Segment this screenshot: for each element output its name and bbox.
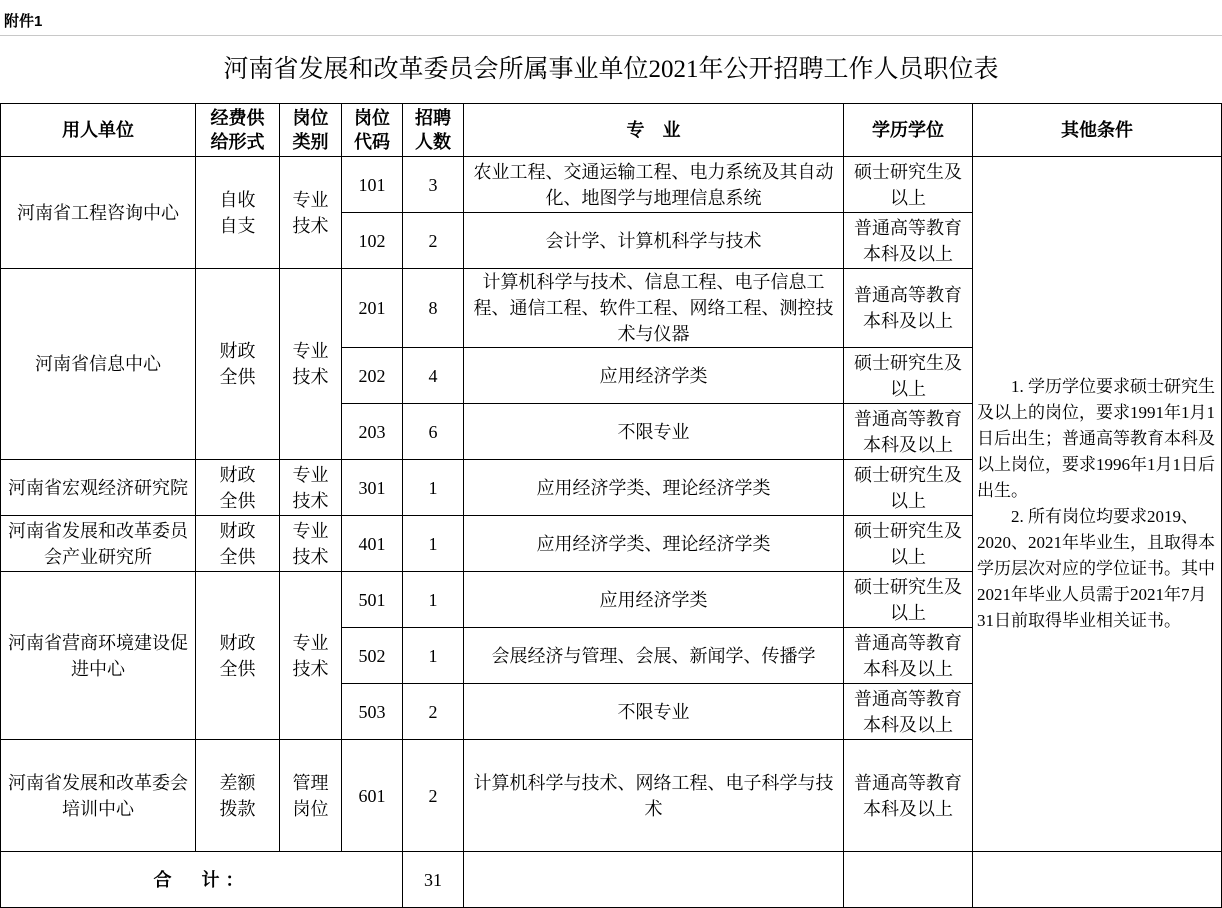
header-degree: 学历学位 <box>844 104 973 157</box>
total-empty-cell <box>973 852 1222 908</box>
position-count: 1 <box>403 460 464 516</box>
funding-form: 财政 全供 <box>196 269 280 460</box>
position-major: 不限专业 <box>464 684 844 740</box>
position-count: 1 <box>403 516 464 572</box>
position-code: 101 <box>342 157 403 213</box>
sheet-gridline <box>0 35 1222 36</box>
header-other: 其他条件 <box>973 104 1222 157</box>
position-count: 4 <box>403 348 464 404</box>
position-code: 301 <box>342 460 403 516</box>
position-degree: 普通高等教育本科及以上 <box>844 213 973 269</box>
position-category: 专业 技术 <box>280 157 342 269</box>
position-degree: 普通高等教育本科及以上 <box>844 628 973 684</box>
total-empty-cell <box>844 852 973 908</box>
position-count: 6 <box>403 404 464 460</box>
position-major: 应用经济学类、理论经济学类 <box>464 516 844 572</box>
position-code: 203 <box>342 404 403 460</box>
total-count: 31 <box>403 852 464 908</box>
position-code: 503 <box>342 684 403 740</box>
unit-name: 河南省营商环境建设促进中心 <box>1 572 196 740</box>
position-category: 专业 技术 <box>280 516 342 572</box>
position-code: 501 <box>342 572 403 628</box>
position-count: 2 <box>403 684 464 740</box>
position-major: 不限专业 <box>464 404 844 460</box>
header-major: 专 业 <box>464 104 844 157</box>
header-count: 招聘 人数 <box>403 104 464 157</box>
position-count: 2 <box>403 740 464 852</box>
position-major: 会展经济与管理、会展、新闻学、传播学 <box>464 628 844 684</box>
total-label: 合 计： <box>1 852 403 908</box>
condition-item: 1. 学历学位要求硕士研究生及以上的岗位，要求1991年1月1日后出生；普通高等教育本科及以上岗位，要求1996年1月1日后出生。 <box>977 377 1215 500</box>
funding-form: 差额 拨款 <box>196 740 280 852</box>
position-degree: 硕士研究生及以上 <box>844 516 973 572</box>
funding-form: 财政 全供 <box>196 572 280 740</box>
position-count: 2 <box>403 213 464 269</box>
unit-name: 河南省发展和改革委会培训中心 <box>1 740 196 852</box>
unit-name: 河南省工程咨询中心 <box>1 157 196 269</box>
position-category: 专业 技术 <box>280 572 342 740</box>
header-code: 岗位 代码 <box>342 104 403 157</box>
funding-form: 财政 全供 <box>196 516 280 572</box>
position-degree: 普通高等教育本科及以上 <box>844 269 973 348</box>
position-major: 应用经济学类 <box>464 572 844 628</box>
other-conditions <box>973 157 1222 852</box>
position-count: 1 <box>403 628 464 684</box>
position-count: 3 <box>403 157 464 213</box>
position-degree: 硕士研究生及以上 <box>844 157 973 213</box>
position-code: 202 <box>342 348 403 404</box>
position-category: 专业 技术 <box>280 460 342 516</box>
position-code: 502 <box>342 628 403 684</box>
position-degree: 硕士研究生及以上 <box>844 348 973 404</box>
attachment-label: 附件1 <box>4 13 43 30</box>
positions-table <box>0 103 1222 908</box>
funding-form: 自收 自支 <box>196 157 280 269</box>
header-category: 岗位 类别 <box>280 104 342 157</box>
funding-form: 财政 全供 <box>196 460 280 516</box>
position-major: 计算机科学与技术、网络工程、电子科学与技术 <box>464 740 844 852</box>
position-degree: 硕士研究生及以上 <box>844 572 973 628</box>
unit-name: 河南省发展和改革委员会产业研究所 <box>1 516 196 572</box>
header-funding: 经费供 给形式 <box>196 104 280 157</box>
position-major: 会计学、计算机科学与技术 <box>464 213 844 269</box>
unit-name: 河南省宏观经济研究院 <box>1 460 196 516</box>
header-row <box>1 104 1222 157</box>
position-degree: 硕士研究生及以上 <box>844 460 973 516</box>
position-code: 102 <box>342 213 403 269</box>
position-code: 601 <box>342 740 403 852</box>
position-count: 1 <box>403 572 464 628</box>
table-row <box>1 157 1222 213</box>
position-category: 管理 岗位 <box>280 740 342 852</box>
position-count: 8 <box>403 269 464 348</box>
position-major: 应用经济学类、理论经济学类 <box>464 460 844 516</box>
position-major: 农业工程、交通运输工程、电力系统及其自动化、地图学与地理信息系统 <box>464 157 844 213</box>
position-major: 应用经济学类 <box>464 348 844 404</box>
position-code: 201 <box>342 269 403 348</box>
position-code: 401 <box>342 516 403 572</box>
page-title: 河南省发展和改革委员会所属事业单位2021年公开招聘工作人员职位表 <box>223 56 999 83</box>
position-degree: 普通高等教育本科及以上 <box>844 684 973 740</box>
position-degree: 普通高等教育本科及以上 <box>844 740 973 852</box>
position-degree: 普通高等教育本科及以上 <box>844 404 973 460</box>
position-category: 专业 技术 <box>280 269 342 460</box>
position-major: 计算机科学与技术、信息工程、电子信息工程、通信工程、软件工程、网络工程、测控技术与仪器 <box>464 269 844 348</box>
condition-item: 2. 所有岗位均要求2019、2020、2021年毕业生，且取得本学历层次对应的学位证书。其中2021年毕业人员需于2021年7月31日前取得毕业相关证书。 <box>977 507 1215 630</box>
unit-name: 河南省信息中心 <box>1 269 196 460</box>
total-empty-cell <box>464 852 844 908</box>
header-unit: 用人单位 <box>1 104 196 157</box>
total-row <box>1 852 1222 908</box>
